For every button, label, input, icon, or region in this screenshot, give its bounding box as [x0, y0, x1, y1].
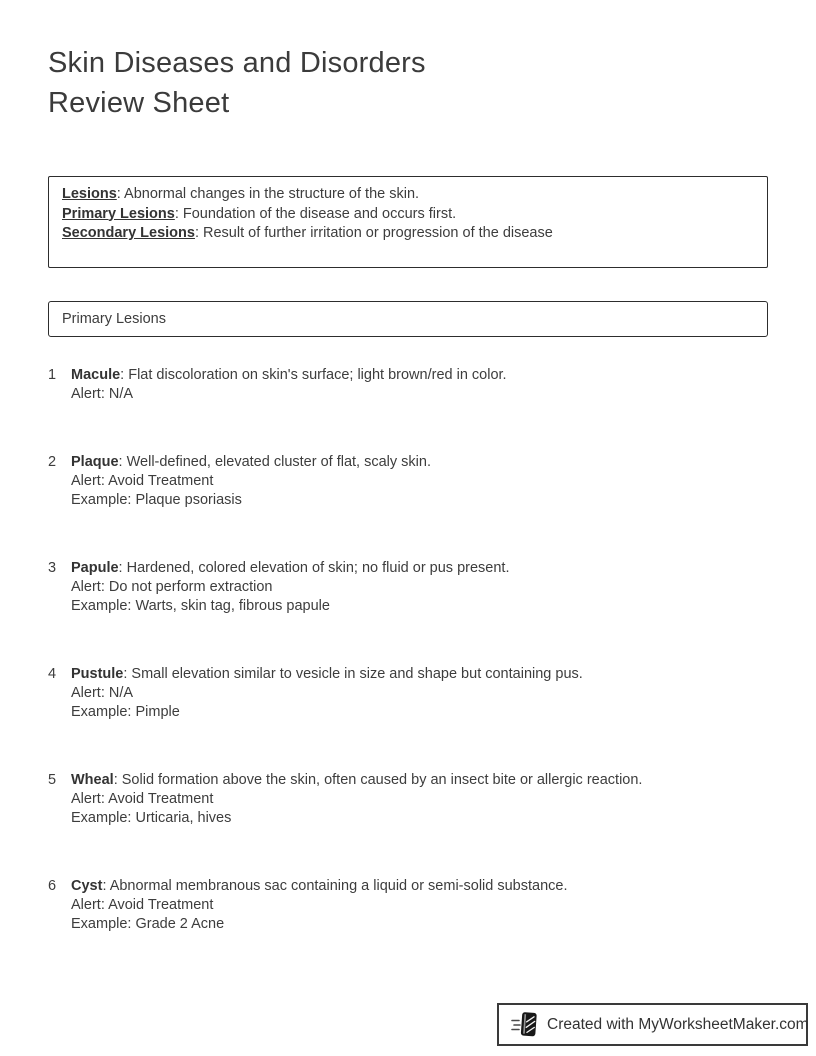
item-alert-line: Alert: Avoid Treatment — [71, 473, 214, 489]
list-item-papule — [48, 559, 768, 616]
item-example-line: Example: Urticaria, hives — [71, 810, 232, 826]
footer-credit-box — [497, 1003, 808, 1046]
lesion-term: Cyst — [71, 878, 103, 894]
lesion-term: Plaque — [71, 454, 119, 470]
item-number: 5 — [48, 772, 57, 788]
item-example-line: Example: Plaque psoriasis — [71, 492, 242, 508]
list-item-pustule — [48, 665, 768, 722]
item-number: 1 — [48, 367, 57, 383]
definition-lesions — [62, 185, 754, 205]
definition-term: Primary Lesions — [62, 205, 175, 222]
item-example-line: Example: Pimple — [71, 704, 180, 720]
definition-term: Secondary Lesions — [62, 225, 195, 241]
definition-primary-lesions — [62, 205, 754, 225]
item-definition-line — [71, 366, 768, 385]
page-title — [48, 43, 426, 123]
item-definition-line — [71, 559, 768, 578]
lesion-term: Macule — [71, 367, 121, 383]
lesion-description: : Well-defined, elevated cluster of flat, scaly skin. — [118, 454, 431, 470]
lesion-description: : Solid formation above the skin, often caused by an insect bite or allergic reaction. — [113, 772, 643, 788]
list-item-plaque — [48, 453, 768, 510]
item-alert-line: Alert: Do not perform extraction — [71, 579, 273, 595]
section-header-label: Primary Lesions — [62, 311, 166, 327]
footer-credit-text: Created with MyWorksheetMaker.com — [547, 1015, 809, 1033]
lesion-term: Papule — [71, 560, 119, 576]
lesion-description: : Flat discoloration on skin's surface; light brown/red in color. — [120, 367, 507, 383]
list-item-cyst — [48, 877, 768, 934]
item-definition-line — [71, 771, 768, 790]
item-definition-line — [71, 665, 768, 684]
definitions-box — [48, 176, 768, 268]
item-number: 2 — [48, 454, 57, 470]
item-example-line: Example: Warts, skin tag, fibrous papule — [71, 598, 330, 614]
item-body — [71, 665, 768, 722]
item-alert-line: Alert: N/A — [71, 685, 134, 701]
list-item-wheal — [48, 771, 768, 828]
lesion-description: : Abnormal membranous sac containing a liquid or semi-solid substance. — [102, 878, 568, 894]
definition-term: Lesions — [62, 186, 117, 202]
section-header-box — [48, 301, 768, 337]
item-alert-line: Alert: Avoid Treatment — [71, 791, 214, 807]
item-number: 3 — [48, 560, 57, 576]
item-alert-line: Alert: Avoid Treatment — [71, 897, 214, 913]
item-body — [71, 559, 768, 616]
item-number: 6 — [48, 878, 57, 894]
item-alert-line: Alert: N/A — [71, 386, 134, 402]
item-number: 4 — [48, 666, 57, 682]
worksheet-maker-logo-icon — [511, 1010, 538, 1039]
lesion-term: Wheal — [71, 772, 114, 788]
item-example-line: Example: Grade 2 Acne — [71, 916, 225, 932]
item-body — [71, 877, 768, 934]
item-body — [71, 453, 768, 510]
lesion-description: : Small elevation similar to vesicle in size and shape but containing pus. — [123, 666, 583, 682]
definition-text: : Result of further irritation or progression of the disease — [194, 225, 553, 241]
list-item-macule — [48, 366, 768, 404]
item-body — [71, 771, 768, 828]
lesion-term: Pustule — [71, 666, 124, 682]
lesion-list — [48, 366, 768, 983]
page-title-line2: Review Sheet — [48, 87, 230, 119]
item-definition-line — [71, 877, 768, 896]
item-definition-line — [71, 453, 768, 472]
definition-secondary-lesions — [62, 224, 754, 244]
lesion-description: : Hardened, colored elevation of skin; no fluid or pus present. — [118, 560, 510, 576]
definition-text: : Foundation of the disease and occurs first. — [174, 205, 457, 222]
item-body — [71, 366, 768, 404]
definition-text: : Abnormal changes in the structure of the skin. — [116, 186, 420, 202]
page-title-line1: Skin Diseases and Disorders — [48, 47, 426, 79]
